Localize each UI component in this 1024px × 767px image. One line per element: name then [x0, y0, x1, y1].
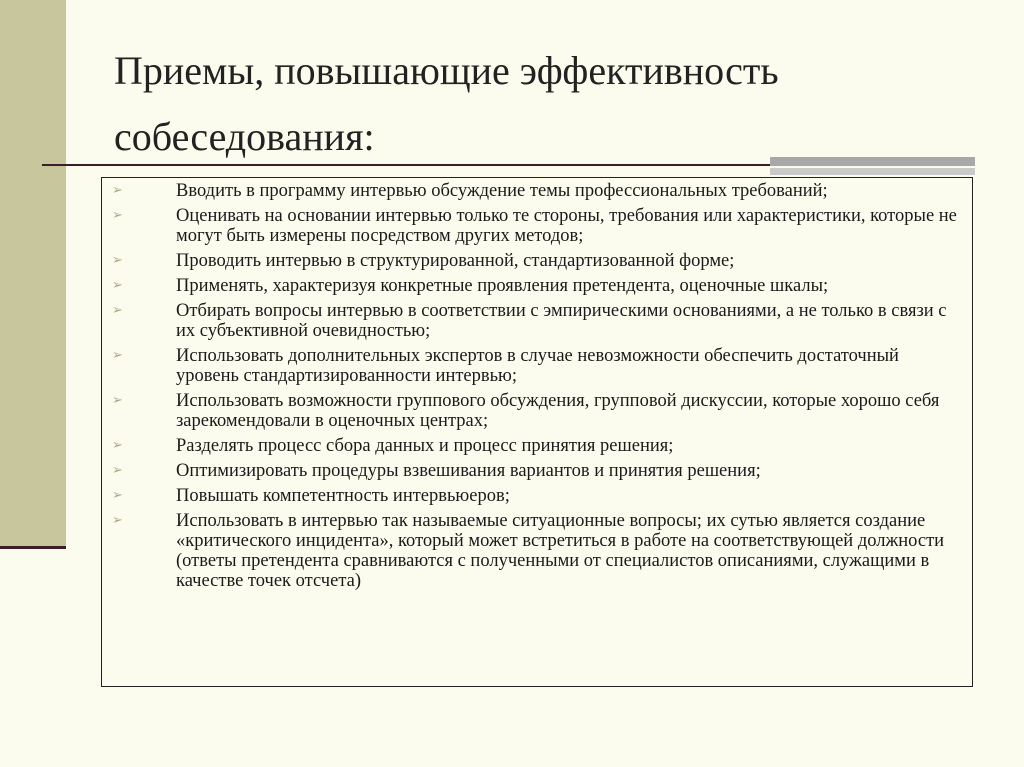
list-item [112, 461, 962, 481]
arrow-bullet-icon: ➢ [112, 278, 123, 293]
list-item [112, 301, 962, 341]
arrow-bullet-icon: ➢ [112, 183, 123, 198]
list-item [112, 436, 962, 456]
list-item-text: Проводить интервью в структурированной, стандартизованной форме; [176, 251, 735, 271]
title-gray-bar-light [770, 168, 975, 175]
title-gray-bar [770, 157, 975, 166]
arrow-bullet-icon: ➢ [112, 393, 123, 408]
list-item-text: Использовать в интервью так называемые ситуационные вопросы; их сутью является создание «критического инцидента», который может встретиться в работе на соответствующей должности (ответы претендента сравниваются с полученными от специалистов описаниями, служащими в качестве точек отсчета) [176, 511, 945, 591]
list-item-text: Отбирать вопросы интервью в соответствии с эмпирическими основаниями, а не только в связи с их субъективной очевидностью; [176, 301, 947, 341]
arrow-bullet-icon: ➢ [112, 438, 123, 453]
list-item-text: Вводить в программу интервью обсуждение темы профессиональных требований; [176, 181, 828, 201]
list-item [112, 346, 962, 386]
list-item [112, 391, 962, 431]
list-item-text: Повышать компетентность интервьюеров; [176, 486, 510, 506]
arrow-bullet-icon: ➢ [112, 253, 123, 268]
list-item [112, 486, 962, 506]
list-item [112, 181, 962, 201]
arrow-bullet-icon: ➢ [112, 348, 123, 363]
arrow-bullet-icon: ➢ [112, 463, 123, 478]
arrow-bullet-icon: ➢ [112, 208, 123, 223]
left-decor-underline [0, 546, 66, 549]
arrow-bullet-icon: ➢ [112, 513, 123, 528]
arrow-bullet-icon: ➢ [112, 488, 123, 503]
bullet-list [112, 181, 962, 596]
list-item-text: Разделять процесс сбора данных и процесс принятия решения; [176, 436, 674, 456]
left-decor-strip [0, 0, 66, 547]
list-item [112, 251, 962, 271]
list-item [112, 511, 962, 591]
list-item [112, 276, 962, 296]
list-item [112, 206, 962, 246]
list-item-text: Использовать возможности группового обсуждения, групповой дискуссии, которые хорошо себя зарекомендовали в оценочных центрах; [176, 391, 940, 431]
arrow-bullet-icon: ➢ [112, 303, 123, 318]
slide-title: Приемы, повышающие эффективность собеседования: [114, 48, 779, 159]
list-item-text: Оценивать на основании интервью только те стороны, требования или характеристики, которые не могут быть измерены посредством других методов; [176, 206, 957, 246]
title-divider [42, 164, 773, 166]
list-item-text: Использовать дополнительных экспертов в случае невозможности обеспечить достаточный уровень стандартизированности интервью; [176, 346, 899, 386]
list-item-text: Оптимизировать процедуры взвешивания вариантов и принятия решения; [176, 461, 761, 481]
list-item-text: Применять, характеризуя конкретные проявления претендента, оценочные шкалы; [176, 276, 829, 296]
